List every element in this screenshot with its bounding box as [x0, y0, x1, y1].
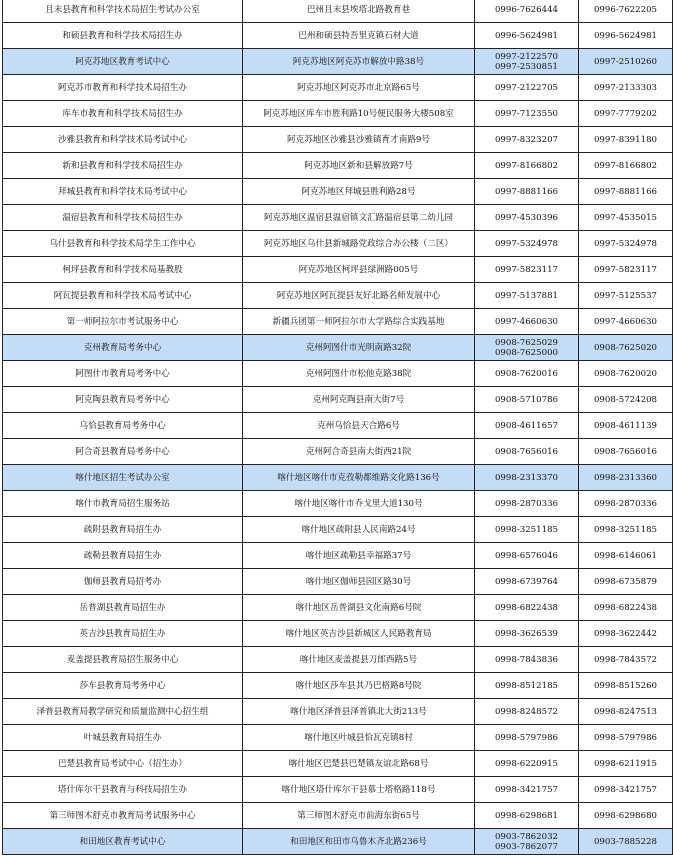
phone-cell [475, 283, 579, 309]
phone-number: 0998-6220915 [494, 758, 559, 769]
address-cell: 阿克苏地区阿瓦提县友好北路名师发展中心 [243, 283, 475, 309]
phone-cell [475, 699, 579, 725]
office-name-cell: 克州教育局考务中心 [3, 335, 243, 361]
table-row [3, 803, 673, 829]
fax-cell: 0997-4660630 [579, 309, 673, 335]
phone-cell [475, 49, 579, 75]
phone-cell [475, 257, 579, 283]
address-cell: 阿克苏地区阿克苏市解放中路38号 [243, 49, 475, 75]
office-name-cell: 岳普湖县教育局招生办 [3, 595, 243, 621]
table-row [3, 543, 673, 569]
phone-cell [475, 23, 579, 49]
fax-cell: 0997-2510260 [579, 49, 673, 75]
table-row [3, 205, 673, 231]
office-name-cell: 温宿县教育和科学技术局招生办 [3, 205, 243, 231]
fax-cell: 0998-3622442 [579, 621, 673, 647]
address-cell: 喀什地区英吉沙县新城区人民路教育局 [243, 621, 475, 647]
office-name-cell: 巴楚县教育局考试中心（招生办） [3, 751, 243, 777]
table-row [3, 361, 673, 387]
phone-cell [475, 777, 579, 803]
office-name-cell: 塔什库尔干县教育与科技局招生办 [3, 777, 243, 803]
table-row [3, 829, 673, 855]
address-cell: 喀什地区叶城县恰瓦克镇8村 [243, 725, 475, 751]
phone-cell [475, 829, 579, 855]
fax-cell: 0997-5125537 [579, 283, 673, 309]
table-row [3, 621, 673, 647]
phone-cell [475, 569, 579, 595]
phone-cell [475, 491, 579, 517]
phone-cell [475, 179, 579, 205]
phone-number: 0908-7625000 [494, 347, 559, 358]
fax-cell: 0997-5324978 [579, 231, 673, 257]
phone-number: 0997-4660630 [494, 316, 559, 327]
table-row [3, 49, 673, 75]
office-name-cell: 新和县教育和科学技术局招生办 [3, 153, 243, 179]
fax-cell: 0908-7620020 [579, 361, 673, 387]
office-name-cell: 阿图什市教育局考务中心 [3, 361, 243, 387]
fax-cell: 0998-5797986 [579, 725, 673, 751]
exam-office-contact-table [2, 0, 673, 855]
phone-number: 0908-5710786 [494, 394, 559, 405]
address-cell: 阿克苏地区库车市胜利路10号便民服务大楼508室 [243, 101, 475, 127]
address-cell: 克州乌恰县天合路6号 [243, 413, 475, 439]
phone-cell [475, 231, 579, 257]
phone-number: 0998-7843836 [494, 654, 559, 665]
office-name-cell: 库车市教育和科学技术局招生办 [3, 101, 243, 127]
office-name-cell: 伽师县教育局招考办 [3, 569, 243, 595]
fax-cell: 0997-4535015 [579, 205, 673, 231]
address-cell: 新疆兵团第一师阿拉尔市大学路综合实践基地 [243, 309, 475, 335]
phone-cell [475, 439, 579, 465]
address-cell: 克州阿克陶县南大街7号 [243, 387, 475, 413]
phone-cell [475, 595, 579, 621]
phone-number: 0998-6576046 [494, 550, 559, 561]
phone-cell [475, 127, 579, 153]
fax-cell: 0908-7656016 [579, 439, 673, 465]
table-row [3, 491, 673, 517]
phone-number: 0908-7620016 [494, 368, 559, 379]
address-cell: 阿克苏地区阿克苏市北京路65号 [243, 75, 475, 101]
office-name-cell: 叶城县教育局招生办 [3, 725, 243, 751]
fax-cell: 0998-6146061 [579, 543, 673, 569]
phone-number: 0908-7656016 [494, 446, 559, 457]
phone-number: 0998-2313370 [494, 472, 559, 483]
phone-number: 0997-2122705 [494, 82, 559, 93]
table-row [3, 777, 673, 803]
table-row [3, 517, 673, 543]
phone-number: 0997-2530851 [494, 61, 559, 72]
table-row [3, 673, 673, 699]
table-row [3, 283, 673, 309]
table-row [3, 751, 673, 777]
phone-number: 0998-6822438 [494, 602, 559, 613]
office-name-cell: 疏勒县教育局招生办 [3, 543, 243, 569]
phone-number: 0997-2122570 [494, 51, 559, 62]
phone-cell [475, 75, 579, 101]
table-row [3, 595, 673, 621]
office-name-cell: 且末县教育和科学技术局招生考试办公室 [3, 0, 243, 23]
office-name-cell: 阿克苏地区教育考试中心 [3, 49, 243, 75]
fax-cell: 0998-8247513 [579, 699, 673, 725]
address-cell: 喀什地区泽普县泽普镇北大街213号 [243, 699, 475, 725]
table-row [3, 725, 673, 751]
address-cell: 阿克苏地区沙雅县沙雅镇育才南路9号 [243, 127, 475, 153]
phone-number: 0997-5137881 [494, 290, 559, 301]
fax-cell: 0998-2313360 [579, 465, 673, 491]
office-name-cell: 阿合奇县教育局考务中心 [3, 439, 243, 465]
address-cell: 喀什地区莎车县其乃巴格路8号院 [243, 673, 475, 699]
office-name-cell: 麦盖提县教育局招生服务中心 [3, 647, 243, 673]
phone-cell [475, 725, 579, 751]
phone-cell [475, 361, 579, 387]
fax-cell: 0903-7885228 [579, 829, 673, 855]
address-cell: 克州阿图什市松他克路38院 [243, 361, 475, 387]
phone-number: 0997-7123550 [494, 108, 559, 119]
office-name-cell: 莎车县教育局考务中心 [3, 673, 243, 699]
phone-cell [475, 621, 579, 647]
table-row [3, 465, 673, 491]
phone-cell [475, 673, 579, 699]
phone-number: 0997-5324978 [494, 238, 559, 249]
phone-number: 0998-6298681 [494, 810, 559, 821]
address-cell: 喀什地区喀什市克孜勒都维路文化路136号 [243, 465, 475, 491]
table-body [3, 0, 673, 855]
phone-number: 0998-3251185 [494, 524, 559, 535]
phone-cell [475, 309, 579, 335]
office-name-cell: 第一师阿拉尔市考试服务中心 [3, 309, 243, 335]
office-name-cell: 沙雅县教育和科学技术局考试中心 [3, 127, 243, 153]
phone-cell [475, 543, 579, 569]
fax-cell: 0998-3421757 [579, 777, 673, 803]
fax-cell: 0998-6211915 [579, 751, 673, 777]
phone-number: 0997-8881166 [494, 186, 559, 197]
fax-cell: 0997-8391180 [579, 127, 673, 153]
phone-number: 0996-7626444 [494, 4, 559, 15]
fax-cell: 0998-7843572 [579, 647, 673, 673]
address-cell: 喀什地区疏勒县幸福路37号 [243, 543, 475, 569]
address-cell: 阿克苏地区乌什县新城路党政综合办公楼（二区） [243, 231, 475, 257]
office-name-cell: 英吉沙县教育局招生办 [3, 621, 243, 647]
office-name-cell: 乌什县教育和科学技术局学生工作中心 [3, 231, 243, 257]
address-cell: 和田地区和田市乌鲁木齐北路236号 [243, 829, 475, 855]
fax-cell: 0998-8515260 [579, 673, 673, 699]
office-name-cell: 乌恰县教育局考务中心 [3, 413, 243, 439]
office-name-cell: 柯坪县教育和科学技术局基教股 [3, 257, 243, 283]
address-cell: 克州阿图什市光明南路32院 [243, 335, 475, 361]
phone-number: 0998-8512185 [494, 680, 559, 691]
table-row [3, 127, 673, 153]
phone-cell [475, 153, 579, 179]
table-row [3, 335, 673, 361]
phone-number: 0903-7862077 [494, 841, 559, 852]
phone-cell [475, 101, 579, 127]
address-cell: 喀什地区麦盖提县刀郎西路5号 [243, 647, 475, 673]
table-row [3, 647, 673, 673]
office-name-cell: 和田地区教育考试中心 [3, 829, 243, 855]
fax-cell: 0908-7625020 [579, 335, 673, 361]
phone-number: 0998-6739764 [494, 576, 559, 587]
address-cell: 喀什地区岳普湖县文化南路6号院 [243, 595, 475, 621]
phone-cell [475, 803, 579, 829]
phone-cell [475, 335, 579, 361]
phone-number: 0903-7862032 [494, 831, 559, 842]
phone-cell [475, 413, 579, 439]
fax-cell: 0997-5823117 [579, 257, 673, 283]
fax-cell: 0998-6822438 [579, 595, 673, 621]
table-row [3, 309, 673, 335]
table-row [3, 75, 673, 101]
phone-cell [475, 0, 579, 23]
phone-number: 0997-5823117 [494, 264, 559, 275]
phone-cell [475, 387, 579, 413]
phone-cell [475, 647, 579, 673]
office-name-cell: 疏附县教育局招生办 [3, 517, 243, 543]
phone-number: 0998-5797986 [494, 732, 559, 743]
table-row [3, 257, 673, 283]
phone-number: 0998-3421757 [494, 784, 559, 795]
phone-cell [475, 751, 579, 777]
table-row [3, 569, 673, 595]
fax-cell: 0996-5624981 [579, 23, 673, 49]
table-row [3, 179, 673, 205]
address-cell: 阿克苏地区拜城县胜利路28号 [243, 179, 475, 205]
office-name-cell: 第三师图木舒克市教育局考试服务中心 [3, 803, 243, 829]
phone-cell [475, 465, 579, 491]
table-row [3, 23, 673, 49]
table-row [3, 699, 673, 725]
fax-cell: 0998-2870336 [579, 491, 673, 517]
fax-cell: 0997-2133303 [579, 75, 673, 101]
fax-cell: 0998-3251185 [579, 517, 673, 543]
address-cell: 喀什地区巴楚县巴楚镇友谊北路68号 [243, 751, 475, 777]
phone-cell [475, 205, 579, 231]
office-name-cell: 喀什地区招生考试办公室 [3, 465, 243, 491]
fax-cell: 0997-8881166 [579, 179, 673, 205]
fax-cell: 0998-6298680 [579, 803, 673, 829]
office-name-cell: 阿瓦提县教育和科学技术局考试中心 [3, 283, 243, 309]
office-name-cell: 泽普县教育局教学研究和质量监测中心招生组 [3, 699, 243, 725]
address-cell: 克州阿合奇县南大街西21院 [243, 439, 475, 465]
address-cell: 阿克苏地区新和县解放路7号 [243, 153, 475, 179]
phone-number: 0998-8248572 [494, 706, 559, 717]
table-row [3, 0, 673, 23]
table-row [3, 413, 673, 439]
address-cell: 阿克苏地区温宿县温宿镇文汇路温宿县第二幼儿园 [243, 205, 475, 231]
table-row [3, 439, 673, 465]
office-name-cell: 阿克陶县教育局考务中心 [3, 387, 243, 413]
fax-cell: 0998-6735879 [579, 569, 673, 595]
phone-number: 0996-5624981 [494, 30, 559, 41]
address-cell: 巴州且末县埃塔北路教育巷 [243, 0, 475, 23]
phone-number: 0998-2870336 [494, 498, 559, 509]
table-row [3, 231, 673, 257]
fax-cell: 0908-4611139 [579, 413, 673, 439]
fax-cell: 0997-7779202 [579, 101, 673, 127]
office-name-cell: 阿克苏市教育和科学技术局招生办 [3, 75, 243, 101]
fax-cell: 0908-5724208 [579, 387, 673, 413]
address-cell: 阿克苏地区柯坪县绿洲路005号 [243, 257, 475, 283]
address-cell: 巴州和硕县特吾里克镇石材大道 [243, 23, 475, 49]
fax-cell: 0997-8166802 [579, 153, 673, 179]
office-name-cell: 拜城县教育和科学技术局考试中心 [3, 179, 243, 205]
fax-cell: 0996-7622205 [579, 0, 673, 23]
phone-number: 0997-8166802 [494, 160, 559, 171]
office-name-cell: 喀什市教育局招生服务站 [3, 491, 243, 517]
address-cell: 喀什地区塔什库尔干县慕士塔格路118号 [243, 777, 475, 803]
office-name-cell: 和硕县教育和科学技术局招生办 [3, 23, 243, 49]
address-cell: 喀什地区伽师县园区路30号 [243, 569, 475, 595]
table-row [3, 153, 673, 179]
address-cell: 喀什地区喀什市乔戈里大道130号 [243, 491, 475, 517]
phone-number: 0998-3626539 [494, 628, 559, 639]
phone-number: 0997-8323207 [494, 134, 559, 145]
address-cell: 第三师图木舒克市前海东街65号 [243, 803, 475, 829]
address-cell: 喀什地区疏附县人民南路24号 [243, 517, 475, 543]
phone-number: 0908-7625029 [494, 337, 559, 348]
table-row [3, 387, 673, 413]
phone-cell [475, 517, 579, 543]
phone-number: 0908-4611657 [494, 420, 559, 431]
phone-number: 0997-4530396 [494, 212, 559, 223]
table-row [3, 101, 673, 127]
